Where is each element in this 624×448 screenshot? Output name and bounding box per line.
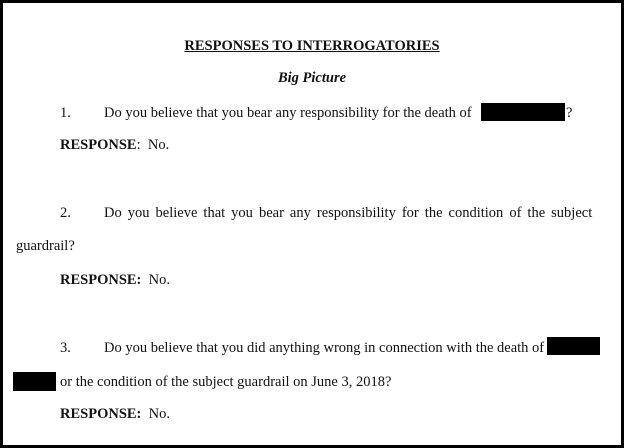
interrogatory-1-question-end: ? [566,105,573,121]
response-value: No. [148,272,170,288]
interrogatory-1-number: 1. [60,105,71,121]
interrogatory-3-question: Do you believe that you did anything wrong in connection with the death of [104,340,545,356]
interrogatory-2-question: Do you believe that you bear any responsibility for the condition of the subject [104,205,593,221]
redacted-name-part-2 [13,372,56,391]
section-heading: Big Picture [277,70,347,86]
redacted-name [481,103,565,121]
response-label: RESPONSE: [60,272,142,288]
document-page [3,3,621,445]
interrogatory-2-number: 2. [60,205,71,221]
interrogatory-3-number: 3. [60,340,71,356]
interrogatory-3-question-cont: or the condition of the subject guardrail on June 3, 2018? [60,374,392,390]
interrogatory-2-question-cont: guardrail? [16,238,75,254]
response-value: No. [148,406,170,422]
response-label: RESPONSE: [60,406,142,422]
interrogatory-2-response [60,271,170,289]
response-value: No. [147,137,170,153]
document-title: RESPONSES TO INTERROGATORIES [184,38,440,54]
interrogatory-1-response [60,136,169,154]
interrogatory-3-response [60,405,170,423]
response-separator: : [136,137,141,153]
redacted-name-part-1 [547,337,600,355]
interrogatory-1-question: Do you believe that you bear any responsibility for the death of [104,105,472,121]
response-label: RESPONSE [60,137,137,153]
